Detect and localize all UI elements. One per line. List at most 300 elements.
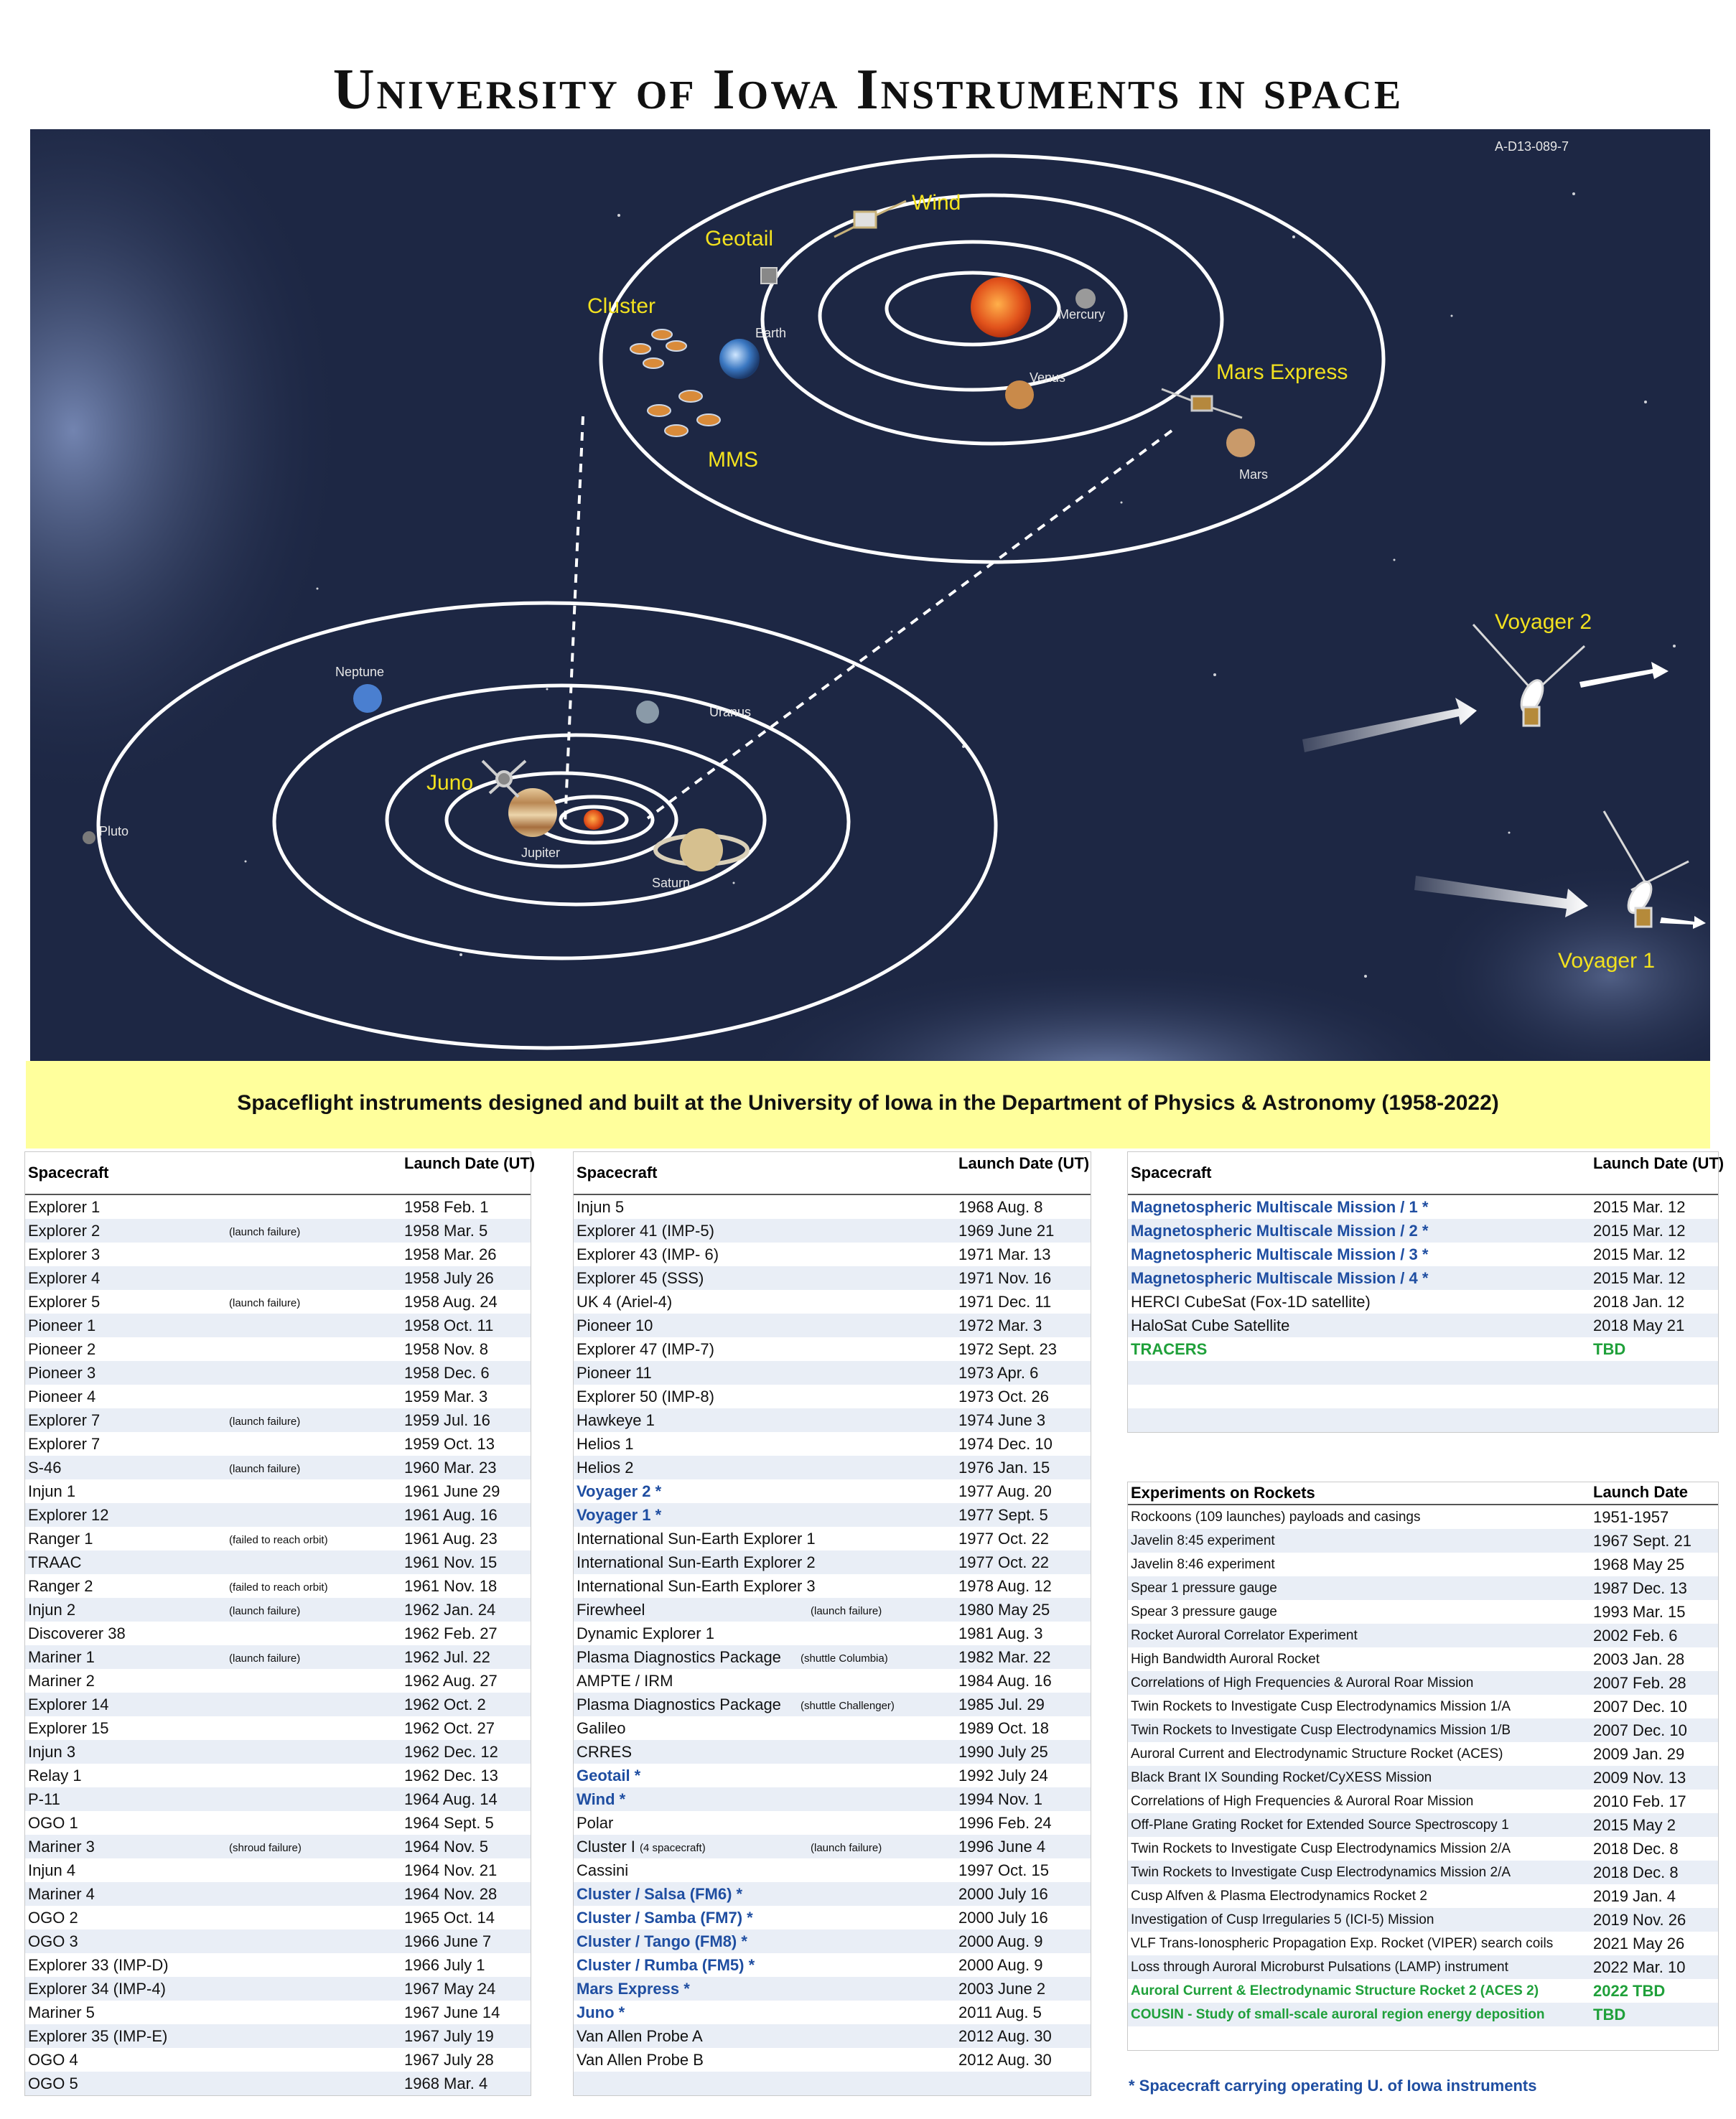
row-date: 1973 Apr. 6 (958, 1364, 1039, 1382)
row-name: Cluster / Samba (FM7) * (577, 1909, 753, 1927)
label-voyager2: Voyager 2 (1495, 610, 1592, 634)
row-name: Rockoons (109 launches) payloads and casings (1131, 1510, 1421, 1525)
saturn (680, 828, 723, 871)
row-date: 1967 May 24 (404, 1980, 496, 1998)
row-name: Van Allen Probe A (577, 2027, 703, 2045)
row-name: Discoverer 38 (28, 1624, 126, 1642)
row-name: Pioneer 1 (28, 1316, 96, 1334)
row-name: S-46 (28, 1459, 62, 1477)
row-name: Explorer 5 (28, 1293, 101, 1311)
table-row (574, 1290, 1091, 1314)
column-header-launch-date: Launch Date (UT) (958, 1154, 1090, 1172)
row-name: Pioneer 4 (28, 1388, 96, 1405)
table-header (25, 1152, 536, 1195)
row-note: (4 spacecraft) (640, 1842, 706, 1854)
row-name: COUSIN - Study of small-scale auroral region energy deposition (1131, 2007, 1545, 2022)
row-date: 2007 Dec. 10 (1593, 1698, 1687, 1716)
column-header-spacecraft: Spacecraft (577, 1164, 658, 1182)
row-name: Cluster I (577, 1838, 635, 1856)
row-name: OGO 4 (28, 2051, 78, 2069)
row-name: Correlations of High Frequencies & Auroral Roar Mission (1131, 1794, 1474, 1809)
mars (1226, 429, 1255, 457)
table-row (25, 1598, 531, 1622)
row-date: TBD (1593, 1340, 1626, 1358)
label-mms: MMS (708, 448, 758, 472)
table-row (574, 2072, 1091, 2095)
row-name: Pioneer 11 (577, 1364, 652, 1382)
row-date: 1967 June 14 (404, 2003, 500, 2021)
table-row (1128, 2026, 1718, 2050)
row-name: Loss through Auroral Microburst Pulsations (LAMP) instrument (1131, 1960, 1508, 1975)
table-row (25, 1314, 531, 1337)
row-date: 1993 Mar. 15 (1593, 1603, 1686, 1621)
footnote: * Spacecraft carrying operating U. of Iowa instruments (1129, 2077, 1537, 2095)
table-row (1128, 1600, 1718, 1624)
table-row (1128, 1790, 1718, 1813)
row-name: OGO 5 (28, 2074, 78, 2092)
table-row (25, 1740, 531, 1764)
label-cluster: Cluster (587, 294, 656, 318)
row-name: Mariner 2 (28, 1672, 95, 1690)
row-name: Injun 5 (577, 1198, 625, 1216)
row-date: 1972 Mar. 3 (958, 1316, 1042, 1334)
row-date: 2003 June 2 (958, 1980, 1046, 1998)
row-date: 2011 Aug. 5 (958, 2003, 1042, 2021)
row-date: 1981 Aug. 3 (958, 1624, 1043, 1642)
row-name: Injun 1 (28, 1482, 76, 1500)
table-row (574, 1243, 1091, 1266)
table-row (25, 1669, 531, 1693)
uranus (636, 701, 659, 724)
row-name: Explorer 41 (IMP-5) (577, 1222, 714, 1240)
row-date: 2000 Aug. 9 (958, 1932, 1043, 1950)
table-row (574, 1811, 1091, 1835)
row-name: Magnetospheric Multiscale Mission / 4 * (1131, 1269, 1429, 1287)
row-name: Explorer 7 (28, 1411, 101, 1429)
table-row (574, 1598, 1091, 1622)
row-date: 1966 July 1 (404, 1956, 485, 1974)
row-date: 1971 Mar. 13 (958, 1245, 1051, 1263)
row-name: Explorer 12 (28, 1506, 109, 1524)
label-mars-express: Mars Express (1216, 360, 1348, 384)
nebula-bottom (734, 962, 1480, 1061)
table-row (25, 1550, 531, 1574)
label-pluto: Pluto (99, 824, 129, 838)
row-date: 1964 Sept. 5 (404, 1814, 494, 1832)
table-row (25, 1456, 531, 1479)
row-name: AMPTE / IRM (577, 1672, 673, 1690)
table-row (1128, 1624, 1718, 1647)
table-row (25, 1622, 531, 1645)
row-name: Explorer 33 (IMP-D) (28, 1956, 169, 1974)
table-row (25, 1337, 531, 1361)
row-name: Spear 3 pressure gauge (1131, 1604, 1277, 1619)
table-body (25, 1195, 531, 2095)
row-date: 1985 Jul. 29 (958, 1695, 1045, 1713)
table-row (1128, 1314, 1718, 1337)
row-name: HERCI CubeSat (Fox-1D satellite) (1131, 1293, 1371, 1311)
row-name: Explorer 34 (IMP-4) (28, 1980, 166, 1998)
table-row (1128, 1266, 1718, 1290)
label-voyager1: Voyager 1 (1558, 949, 1656, 973)
row-name: Relay 1 (28, 1767, 82, 1784)
row-name: Explorer 4 (28, 1269, 101, 1287)
row-note: (launch failure) (229, 1463, 301, 1475)
row-date: 2019 Jan. 4 (1593, 1887, 1676, 1905)
row-date: 2015 Mar. 12 (1593, 1269, 1686, 1287)
row-date: 2000 July 16 (958, 1909, 1048, 1927)
row-date: 1961 June 29 (404, 1482, 500, 1500)
row-name: Mariner 4 (28, 1885, 95, 1903)
row-name: Firewheel (577, 1601, 645, 1619)
row-name: Pioneer 3 (28, 1364, 96, 1382)
row-date: 1997 Oct. 15 (958, 1861, 1049, 1879)
row-date: 2002 Feb. 6 (1593, 1627, 1678, 1645)
table-row (25, 1503, 531, 1527)
table-row (25, 1574, 531, 1598)
row-date: 1965 Oct. 14 (404, 1909, 495, 1927)
row-date: 1962 Oct. 2 (404, 1695, 486, 1713)
row-date: 1961 Nov. 18 (404, 1577, 498, 1595)
row-name: Magnetospheric Multiscale Mission / 1 * (1131, 1198, 1429, 1216)
table-row (574, 1456, 1091, 1479)
table-row (574, 1977, 1091, 2001)
table-row (574, 1314, 1091, 1337)
row-date: 1959 Oct. 13 (404, 1435, 495, 1453)
table-row (1128, 1647, 1718, 1671)
row-date: 1971 Nov. 16 (958, 1269, 1052, 1287)
row-date: 1962 Oct. 27 (404, 1719, 495, 1737)
table-row (25, 1764, 531, 1787)
row-name: Cusp Alfven & Plasma Electrodynamics Rocket 2 (1131, 1889, 1427, 1904)
table-row (25, 1290, 531, 1314)
table-row (25, 1906, 531, 1929)
table-row (574, 1574, 1091, 1598)
row-date: 2015 May 2 (1593, 1816, 1676, 1834)
table-row (25, 1645, 531, 1669)
table-row (25, 1408, 531, 1432)
row-date: 2018 Dec. 8 (1593, 1840, 1679, 1858)
connector-left (565, 416, 583, 824)
row-name: Rocket Auroral Correlator Experiment (1131, 1628, 1358, 1643)
row-date: 1958 Mar. 5 (404, 1222, 488, 1240)
row-name: VLF Trans-Ionospheric Propagation Exp. Rocket (VIPER) search coils (1131, 1936, 1554, 1951)
row-date: 1984 Aug. 16 (958, 1672, 1052, 1690)
row-name: International Sun-Earth Explorer 3 (577, 1577, 816, 1595)
table-row (574, 1337, 1091, 1361)
row-date: 1958 Aug. 24 (404, 1293, 498, 1311)
row-date: 1972 Sept. 23 (958, 1340, 1058, 1358)
row-date: 2018 Jan. 12 (1593, 1293, 1685, 1311)
row-date: 1996 Feb. 24 (958, 1814, 1052, 1832)
page-title: University of Iowa Instruments in space (332, 58, 1404, 121)
table-row (574, 1740, 1091, 1764)
row-date: 1996 June 4 (958, 1838, 1046, 1856)
table-row (574, 1882, 1091, 1906)
table-row (574, 1219, 1091, 1243)
table-row (25, 2048, 531, 2072)
row-name: Cluster / Salsa (FM6) * (577, 1885, 743, 1903)
table-row (1128, 1553, 1718, 1576)
row-name: Explorer 45 (SSS) (577, 1269, 704, 1287)
table-row (25, 1385, 531, 1408)
row-name: Juno * (577, 2003, 625, 2021)
row-date: 2003 Jan. 28 (1593, 1650, 1685, 1668)
row-name: Twin Rockets to Investigate Cusp Electrodynamics Mission 2/A (1131, 1865, 1511, 1880)
table-row (574, 1645, 1091, 1669)
row-date: 1959 Jul. 16 (404, 1411, 490, 1429)
label-mars: Mars (1239, 467, 1268, 482)
column-header-spacecraft: Spacecraft (1131, 1164, 1212, 1182)
column-header-spacecraft: Spacecraft (28, 1164, 109, 1182)
table-row (1128, 1695, 1718, 1718)
row-date: 2022 Mar. 10 (1593, 1958, 1686, 1976)
table-row (1128, 1671, 1718, 1695)
table-row (574, 1716, 1091, 1740)
column-header-launch-date: Launch Date (UT) (1593, 1154, 1725, 1172)
label-wind: Wind (912, 191, 961, 215)
row-date: 1990 July 25 (958, 1743, 1048, 1761)
table-row (25, 1716, 531, 1740)
sun (971, 277, 1031, 337)
row-note: (launch failure) (229, 1226, 301, 1238)
juno-spacecraft (482, 761, 526, 797)
row-date: 1958 Feb. 1 (404, 1198, 489, 1216)
row-name: Wind * (577, 1790, 626, 1808)
row-date: 1994 Nov. 1 (958, 1790, 1043, 1808)
table-row (574, 1408, 1091, 1432)
table-row (25, 2001, 531, 2024)
row-date: 1958 Mar. 26 (404, 1245, 497, 1263)
table-row (1128, 1766, 1718, 1790)
voyager2-arrow-small (1579, 662, 1669, 688)
row-name: OGO 2 (28, 1909, 78, 1927)
row-date: 1977 Aug. 20 (958, 1482, 1052, 1500)
row-name: Auroral Current & Electrodynamic Structure Rocket 2 (ACES 2) (1131, 1983, 1539, 1998)
row-name: Cassini (577, 1861, 629, 1879)
row-date: 1961 Aug. 16 (404, 1506, 498, 1524)
row-note: (launch failure) (229, 1297, 301, 1309)
row-date: 1971 Dec. 11 (958, 1293, 1052, 1311)
spacecraft-table-2 (573, 1151, 1091, 2096)
poster-code: A-D13-089-7 (1495, 139, 1569, 154)
table-row (25, 1811, 531, 1835)
table-row (1128, 1529, 1718, 1553)
row-name: High Bandwidth Auroral Rocket (1131, 1652, 1320, 1667)
row-date: 1978 Aug. 12 (958, 1577, 1052, 1595)
table-row (574, 1550, 1091, 1574)
row-date: 1961 Aug. 23 (404, 1530, 498, 1548)
table-row (1128, 1576, 1718, 1600)
wind-spacecraft (834, 201, 906, 237)
spacecraft-table-1 (24, 1151, 536, 2096)
table-row (574, 1503, 1091, 1527)
row-note: (launch failure) (811, 1605, 882, 1617)
row-name: Mariner 1 (28, 1648, 95, 1666)
table-row (574, 1669, 1091, 1693)
table-row (1128, 1505, 1718, 1529)
table-row (574, 1479, 1091, 1503)
table-row (25, 1195, 531, 1219)
row-date: 1962 Aug. 27 (404, 1672, 498, 1690)
row-date: TBD (1593, 2006, 1626, 2024)
outer-orbit-4 (387, 735, 765, 904)
table-row (1128, 1290, 1718, 1314)
label-geotail: Geotail (705, 227, 774, 251)
row-name: Injun 2 (28, 1601, 76, 1619)
table-row (574, 1432, 1091, 1456)
row-name: Cluster / Rumba (FM5) * (577, 1956, 755, 1974)
row-date: 1966 June 7 (404, 1932, 492, 1950)
table-row (25, 1882, 531, 1906)
row-name: Ranger 2 (28, 1577, 93, 1595)
table-row (25, 1835, 531, 1858)
row-name: Voyager 2 * (577, 1482, 662, 1500)
row-date: 1960 Mar. 23 (404, 1459, 497, 1477)
table-header (1128, 1152, 1725, 1195)
row-date: 2018 May 21 (1593, 1316, 1685, 1334)
mars-express-spacecraft (1162, 389, 1242, 418)
row-date: 1977 Sept. 5 (958, 1506, 1048, 1524)
row-date: 1964 Nov. 28 (404, 1885, 498, 1903)
label-juno: Juno (426, 771, 474, 795)
row-date: 1982 Mar. 22 (958, 1648, 1051, 1666)
row-date: 1958 Dec. 6 (404, 1364, 490, 1382)
row-name: P-11 (28, 1790, 60, 1808)
table-row (1128, 1908, 1718, 1932)
row-date: 2009 Jan. 29 (1593, 1745, 1685, 1763)
table-row (25, 1929, 531, 1953)
column-header-launch-date: Launch Date (UT) (404, 1154, 536, 1172)
row-date: 1958 Oct. 11 (404, 1316, 494, 1334)
row-date: 2022 TBD (1593, 1982, 1666, 2000)
label-mercury: Mercury (1058, 307, 1106, 322)
inner-orbit-outer (601, 156, 1383, 562)
row-name: Magnetospheric Multiscale Mission / 3 * (1131, 1245, 1429, 1263)
row-name: Explorer 47 (IMP-7) (577, 1340, 714, 1358)
table-row (574, 1195, 1091, 1219)
row-name: International Sun-Earth Explorer 2 (577, 1553, 816, 1571)
row-name: Off-Plane Grating Rocket for Extended Source Spectroscopy 1 (1131, 1818, 1509, 1833)
row-name: Explorer 7 (28, 1435, 101, 1453)
row-note: (failed to reach orbit) (229, 1534, 328, 1546)
row-name: Pioneer 2 (28, 1340, 96, 1358)
table-row (1128, 1955, 1718, 1979)
row-name: Geotail * (577, 1767, 641, 1784)
row-date: 2012 Aug. 30 (958, 2051, 1052, 2069)
row-date: 1968 Mar. 4 (404, 2074, 488, 2092)
row-date: 1959 Mar. 3 (404, 1388, 488, 1405)
label-jupiter: Jupiter (521, 846, 561, 860)
row-name: Injun 4 (28, 1861, 76, 1879)
row-date: 1962 Jul. 22 (404, 1648, 490, 1666)
row-name: OGO 1 (28, 1814, 78, 1832)
row-date: 2015 Mar. 12 (1593, 1198, 1686, 1216)
row-date: 1967 Sept. 21 (1593, 1532, 1692, 1550)
row-name: Magnetospheric Multiscale Mission / 2 * (1131, 1222, 1429, 1240)
row-name: Investigation of Cusp Irregularies 5 (ICI-5) Mission (1131, 1912, 1434, 1927)
row-name: UK 4 (Ariel-4) (577, 1293, 673, 1311)
table-row (1128, 1385, 1718, 1408)
row-name: TRACERS (1131, 1340, 1208, 1358)
table-body (1128, 1505, 1718, 2050)
row-name: Voyager 1 * (577, 1506, 662, 1524)
table-row (25, 1858, 531, 1882)
table-row (25, 1527, 531, 1550)
row-name: Pioneer 10 (577, 1316, 653, 1334)
table-row (1128, 1979, 1718, 2003)
table-row (1128, 1837, 1718, 1861)
cluster-spacecraft (630, 329, 686, 368)
label-neptune: Neptune (335, 665, 385, 679)
row-name: Helios 1 (577, 1435, 634, 1453)
table-row (25, 1479, 531, 1503)
row-date: 2012 Aug. 30 (958, 2027, 1052, 2045)
table-row (574, 1266, 1091, 1290)
row-name: Twin Rockets to Investigate Cusp Electrodynamics Mission 2/A (1131, 1841, 1511, 1856)
banner-text: Spaceflight instruments designed and built at the University of Iowa in the Department of Physics & Astronomy (1958-2022) (237, 1091, 1499, 1115)
table-row (1128, 1884, 1718, 1908)
column-header-launch-date: Launch Date (1593, 1483, 1689, 1501)
banner (26, 1061, 1710, 1149)
table-header (574, 1152, 1091, 1195)
row-date: 1976 Jan. 15 (958, 1459, 1050, 1477)
row-name: Plasma Diagnostics Package (577, 1648, 781, 1666)
row-date: 1964 Aug. 14 (404, 1790, 498, 1808)
table-body (1128, 1195, 1718, 1432)
row-name: Galileo (577, 1719, 626, 1737)
table-row (25, 1219, 531, 1243)
label-uranus: Uranus (709, 705, 752, 719)
row-date: 1973 Oct. 26 (958, 1388, 1049, 1405)
row-name: Explorer 3 (28, 1245, 101, 1263)
table-row (1128, 1932, 1718, 1955)
table-row (25, 1977, 531, 2001)
row-name: CRRES (577, 1743, 633, 1761)
row-date: 1962 Jan. 24 (404, 1601, 496, 1619)
sun-small (584, 810, 604, 830)
table-row (574, 1929, 1091, 1953)
row-name: TRAAC (28, 1553, 82, 1571)
earth (719, 339, 760, 379)
table-row (1128, 2003, 1718, 2026)
row-note: (launch failure) (811, 1842, 882, 1854)
mercury (1075, 289, 1096, 309)
table-row (25, 1432, 531, 1456)
row-name: Black Brant IX Sounding Rocket/CyXESS Mission (1131, 1770, 1432, 1785)
row-date: 1992 July 24 (958, 1767, 1048, 1784)
label-earth: Earth (755, 326, 787, 340)
row-note: (shuttle Challenger) (801, 1700, 895, 1712)
mms-spacecraft (648, 390, 720, 436)
connector-right (648, 431, 1172, 818)
row-date: 1987 Dec. 13 (1593, 1579, 1687, 1597)
table-row (574, 2024, 1091, 2048)
table-row (574, 1953, 1091, 1977)
row-date: 2019 Nov. 26 (1593, 1911, 1686, 1929)
stars (245, 192, 1676, 978)
table-row (1128, 1337, 1718, 1361)
row-name: Dynamic Explorer 1 (577, 1624, 714, 1642)
table-row (574, 1527, 1091, 1550)
table-row (574, 1764, 1091, 1787)
row-date: 1977 Oct. 22 (958, 1530, 1049, 1548)
table-row (25, 2024, 531, 2048)
row-name: Van Allen Probe B (577, 2051, 704, 2069)
row-date: 1974 June 3 (958, 1411, 1046, 1429)
row-name: Mariner 3 (28, 1838, 95, 1856)
table-row (1128, 1861, 1718, 1884)
